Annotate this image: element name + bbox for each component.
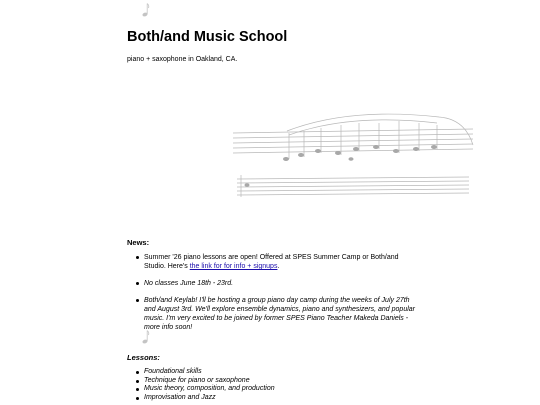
news-item-text: Both/and Keylab! I'll be hosting a group piano day camp during the weeks of July 27th and August 3rd. We'll explore ensemble dynamics, piano and synthesizers, and popular music. I'm very excited to be joined by former SPES Piano Teacher Makeda Daniels - more info soon!: [144, 297, 415, 331]
list-item: Foundational skills: [136, 368, 416, 377]
list-item: [136, 296, 416, 332]
news-item-text: .: [277, 263, 280, 270]
list-item: Improvisation and Jazz: [136, 394, 416, 403]
tagline: piano + saxophone in Oakland, CA.: [127, 56, 238, 63]
list-item: Music theory, composition, and production: [136, 385, 416, 394]
news-list: [136, 253, 416, 340]
lessons-heading: Lessons:: [127, 353, 160, 362]
page-header: [127, 28, 427, 64]
sheet-music-sketch-icon: [229, 93, 477, 201]
page-title: Both/and Music School: [127, 29, 288, 45]
signup-link[interactable]: the link for for info + signups: [189, 263, 278, 270]
news-item-text: No classes June 18th - 23rd.: [144, 280, 234, 287]
music-note-icon: [141, 329, 151, 345]
list-item: [136, 279, 416, 288]
list-item: Technique for piano or saxophone: [136, 377, 416, 386]
lessons-list: [136, 368, 416, 402]
news-item-text: Summer '26 piano lessons are open! Offered at SPES Summer Camp or Both/and Studio. Here's: [144, 254, 399, 270]
list-item: [136, 253, 416, 271]
music-note-icon: [141, 2, 151, 18]
news-heading: News:: [127, 238, 150, 247]
